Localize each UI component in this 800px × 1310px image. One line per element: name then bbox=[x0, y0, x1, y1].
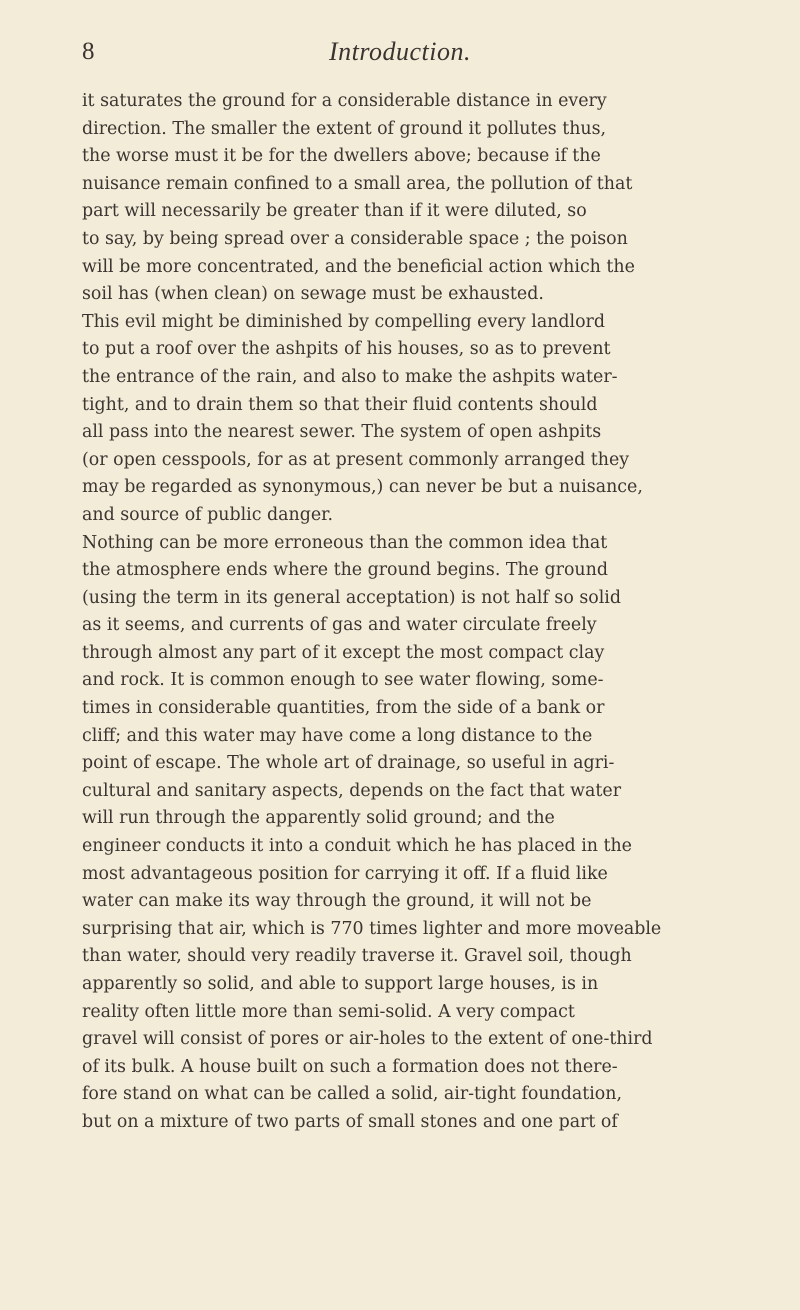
text-line: direction. The smaller the extent of ground it pollutes thus, bbox=[82, 118, 607, 139]
body-text bbox=[82, 88, 736, 1137]
text-line: may be regarded as synonymous,) can never be but a nuisance, bbox=[82, 477, 643, 498]
text-line: most advantageous position for carrying it off. If a fluid like bbox=[82, 863, 608, 884]
text-line: and source of public danger. bbox=[82, 504, 334, 525]
text-line: nuisance remain confined to a small area, the pollution of that bbox=[82, 173, 633, 194]
text-line: fore stand on what can be called a solid, air-tight foundation, bbox=[82, 1084, 623, 1105]
text-line: it saturates the ground for a considerable distance in every bbox=[82, 91, 607, 111]
text-line: all pass into the nearest sewer. The system of open ashpits bbox=[82, 422, 602, 443]
text-line: to put a roof over the ashpits of his houses, so as to prevent bbox=[82, 339, 611, 360]
text-line: apparently so solid, and able to support large houses, is in bbox=[82, 974, 599, 994]
text-line: (using the term in its general acceptation) is not half so solid bbox=[82, 587, 621, 608]
text-line: will be more concentrated, and the beneficial action which the bbox=[82, 256, 635, 277]
text-line: tight, and to drain them so that their fluid contents should bbox=[82, 394, 598, 415]
text-line: through almost any part of it except the most compact clay bbox=[82, 642, 605, 663]
text-line: the worse must it be for the dwellers above; because if the bbox=[82, 146, 601, 167]
page-header bbox=[82, 26, 718, 66]
text-line: surprising that air, which is 770 times lighter and more moveable bbox=[82, 918, 662, 939]
text-line: point of escape. The whole art of drainage, so useful in agri- bbox=[82, 753, 615, 774]
text-line: gravel will consist of pores or air-holes to the extent of one-third bbox=[82, 1029, 653, 1050]
text-line: engineer conducts it into a conduit which he has placed in the bbox=[82, 836, 632, 857]
text-line: of its bulk. A house built on such a formation does not there- bbox=[82, 1056, 618, 1077]
text-line: the entrance of the rain, and also to make the ashpits water- bbox=[82, 366, 618, 387]
text-line: cultural and sanitary aspects, depends on the fact that water bbox=[82, 780, 622, 801]
text-line: to say, by being spread over a considerable space ; the poison bbox=[82, 228, 628, 249]
text-line: This evil might be diminished by compelling every landlord bbox=[82, 311, 605, 332]
text-line: the atmosphere ends where the ground begins. The ground bbox=[82, 560, 608, 581]
running-title: Introduction. bbox=[328, 37, 472, 66]
text-line: will run through the apparently solid ground; and the bbox=[82, 808, 555, 829]
text-line: but on a mixture of two parts of small stones and one part of bbox=[82, 1111, 618, 1132]
text-line: soil has (when clean) on sewage must be exhausted. bbox=[82, 284, 544, 305]
text-line: Nothing can be more erroneous than the common idea that bbox=[82, 532, 608, 553]
text-line: times in considerable quantities, from the side of a bank or bbox=[82, 698, 605, 719]
text-line: than water, should very readily traverse it. Gravel soil, though bbox=[82, 946, 632, 967]
text-line: reality often little more than semi-solid. A very compact bbox=[82, 1001, 575, 1022]
text-line: as it seems, and currents of gas and water circulate freely bbox=[82, 615, 597, 636]
text-line: part will necessarily be greater than if it were diluted, so bbox=[82, 201, 587, 222]
text-line: water can make its way through the ground, it will not be bbox=[82, 891, 592, 912]
text-line: (or open cesspools, for as at present commonly arranged they bbox=[82, 449, 630, 470]
text-line: cliff; and this water may have come a long distance to the bbox=[82, 725, 593, 746]
page-number: 8 bbox=[82, 38, 95, 65]
text-line: and rock. It is common enough to see water flowing, some- bbox=[82, 670, 604, 691]
